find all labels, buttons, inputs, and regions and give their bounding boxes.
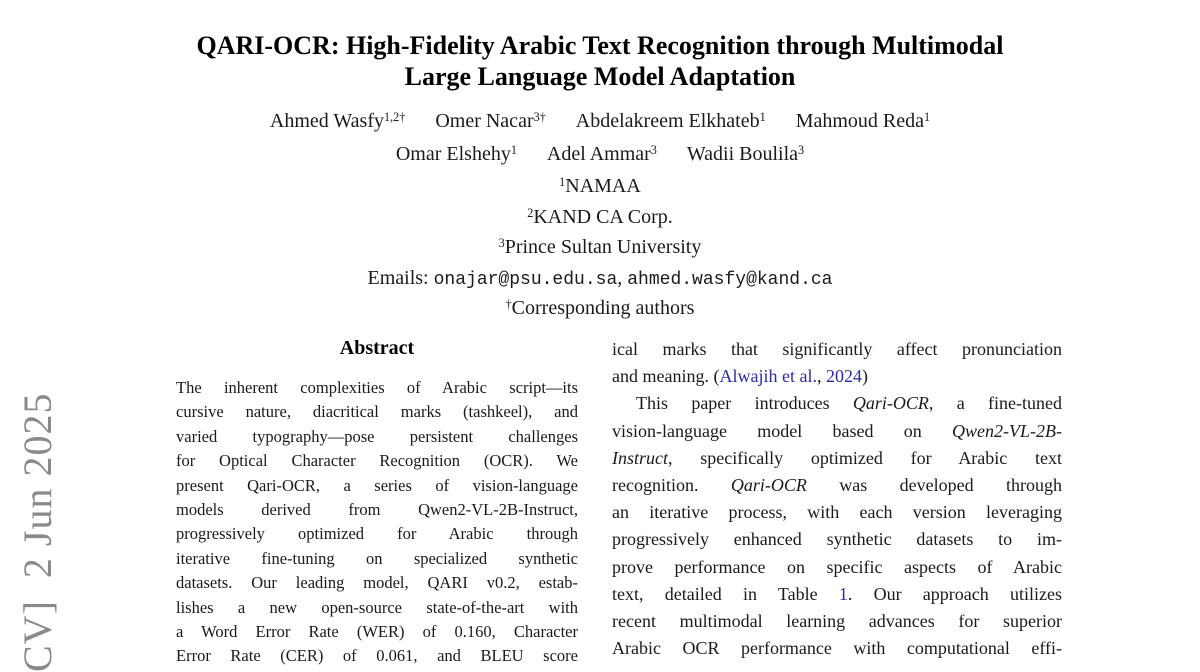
abstract-line xyxy=(176,376,578,400)
text-segment: Qari-OCR xyxy=(852,393,929,414)
superscript: 1 xyxy=(559,174,566,189)
abstract-line xyxy=(176,449,578,473)
author-name xyxy=(396,143,517,165)
abstract-line xyxy=(176,522,578,546)
text-segment: Error Rate (CER) of 0.061, and BLEU score xyxy=(176,646,578,666)
text-segment: present Qari-OCR, a series of vision-language xyxy=(176,475,578,495)
text-segment: datasets. Our leading model, QARI v0.2, estab- xyxy=(176,573,578,593)
body-line xyxy=(612,363,1062,390)
author-affiliation-sup: 1 xyxy=(924,109,931,124)
affiliation-3 xyxy=(0,233,1200,264)
abstract-line xyxy=(176,425,578,449)
text-segment: vision-language model based on xyxy=(612,420,953,441)
arxiv-watermark: CV] 2 Jun 2025 xyxy=(15,392,60,672)
text-segment: Arabic OCR performance with computational effi- xyxy=(612,638,1062,659)
author-affiliation-sup: 1 xyxy=(759,109,766,124)
text-segment: ical marks that significantly affect pronunciation xyxy=(612,339,1062,359)
author-name-text: Omar Elshehy xyxy=(395,143,511,165)
body-line xyxy=(612,554,1062,581)
author-affiliation-sup: 3 xyxy=(798,142,805,157)
text-segment: The inherent complexities of Arabic script—its xyxy=(176,378,578,397)
author-affiliation-sup: 1 xyxy=(510,142,517,157)
text-segment: Qwen2-VL-2B- xyxy=(952,420,1062,441)
author-name-text: Ahmed Wasfy xyxy=(269,110,384,132)
text-segment: This paper introduces xyxy=(636,393,853,414)
body-line xyxy=(612,526,1062,553)
text-segment: was developed through xyxy=(806,474,1062,495)
text-segment: and meaning. ( xyxy=(612,366,720,387)
text-segment: Emails: xyxy=(367,266,434,289)
body-line-clipped xyxy=(612,635,1062,662)
affiliation-1 xyxy=(0,172,1200,203)
body-line xyxy=(612,336,1062,363)
author-name-text: Mahmoud Reda xyxy=(795,110,925,132)
author-name xyxy=(547,143,657,165)
author-name-text: Wadii Boulila xyxy=(686,143,799,165)
text-segment: NAMAA xyxy=(565,175,641,197)
abstract-column xyxy=(176,376,578,669)
text-segment: , specifically optimized for Arabic text xyxy=(668,447,1062,468)
text-segment: KAND CA Corp. xyxy=(533,205,673,228)
text-segment: cursive nature, diacritical marks (tashkeel), and xyxy=(176,402,578,422)
paper-title-line2: Large Language Model Adaptation xyxy=(404,62,796,91)
text-segment: , xyxy=(816,366,826,387)
abstract-line xyxy=(176,547,578,571)
text-segment: an iterative process, with each version leveraging xyxy=(612,502,1062,523)
abstract-line xyxy=(176,400,578,424)
body-line xyxy=(612,608,1062,635)
body-line xyxy=(612,418,1062,445)
affiliations-block xyxy=(0,172,1200,325)
superscript: † xyxy=(505,297,512,312)
text-segment: text, detailed in Table xyxy=(612,583,839,604)
text-segment: Qari-OCR xyxy=(730,474,807,495)
superscript: 2 xyxy=(527,205,534,220)
author-name-text: Abdelakreem Elkhateb xyxy=(575,110,760,132)
author-name xyxy=(687,143,804,165)
body-line xyxy=(612,499,1062,526)
text-segment: models derived from Qwen2-VL-2B-Instruct, xyxy=(176,499,578,519)
author-name xyxy=(796,110,930,132)
body-line xyxy=(612,390,1062,417)
authors-line-2 xyxy=(0,139,1200,172)
text-segment: progressively optimized for Arabic through xyxy=(176,524,578,544)
paper-title-line1: QARI-OCR: High-Fidelity Arabic Text Recognition through Multimodal xyxy=(196,31,1004,60)
text-segment: , xyxy=(617,266,628,289)
body-text-column xyxy=(612,336,1062,662)
body-line xyxy=(612,445,1062,472)
authors-line-1 xyxy=(0,106,1200,139)
email-address-1: onajar@psu.edu.sa xyxy=(433,269,618,290)
author-name-text: Omer Nacar xyxy=(435,110,534,132)
table-ref-link[interactable]: 1 xyxy=(838,583,848,604)
abstract-heading: Abstract xyxy=(339,337,415,359)
text-segment: for Optical Character Recognition (OCR). We xyxy=(176,451,578,471)
citation-year-link[interactable]: 2024 xyxy=(825,366,862,387)
body-line xyxy=(612,581,1062,608)
text-segment: varied typography—pose persistent challenges xyxy=(176,426,578,446)
abstract-line xyxy=(176,620,578,644)
text-segment: ) xyxy=(861,366,868,387)
superscript: 3 xyxy=(498,236,505,251)
text-segment: a Word Error Rate (WER) of 0.160, Character xyxy=(176,621,578,641)
text-segment: Prince Sultan University xyxy=(504,236,702,259)
citation-author-link[interactable]: Alwajih et al. xyxy=(719,366,817,387)
author-affiliation-sup: 1,2† xyxy=(384,109,406,124)
abstract-line xyxy=(176,498,578,522)
text-segment: Corresponding authors xyxy=(511,297,695,320)
affiliation-2 xyxy=(0,203,1200,234)
body-line xyxy=(612,472,1062,499)
author-name xyxy=(576,110,766,132)
corresponding-authors xyxy=(0,294,1200,325)
text-segment: Instruct xyxy=(612,447,668,468)
text-segment: , a fine-tuned xyxy=(928,393,1062,414)
paper-header xyxy=(0,106,1200,325)
abstract-line xyxy=(176,596,578,620)
text-segment: . Our approach utilizes xyxy=(847,583,1062,604)
abstract-line xyxy=(176,474,578,498)
text-segment: iterative fine-tuning on specialized synthetic xyxy=(176,548,578,568)
author-name xyxy=(270,110,405,132)
email-line xyxy=(0,264,1200,295)
text-segment: recent multimodal learning advances for superior xyxy=(612,610,1062,631)
text-segment: prove performance on specific aspects of Arabic xyxy=(612,556,1062,577)
text-segment: lishes a new open-source state-of-the-art with xyxy=(176,597,578,617)
text-segment: recognition. xyxy=(612,474,731,495)
email-address-2: ahmed.wasfy@kand.ca xyxy=(627,269,833,290)
abstract-line xyxy=(176,571,578,595)
author-affiliation-sup: 3† xyxy=(533,109,546,124)
author-name xyxy=(435,110,545,132)
paper-title xyxy=(0,30,1200,92)
author-name-text: Adel Ammar xyxy=(546,143,651,165)
text-segment: progressively enhanced synthetic datasets to im- xyxy=(612,529,1062,550)
author-affiliation-sup: 3 xyxy=(650,142,657,157)
